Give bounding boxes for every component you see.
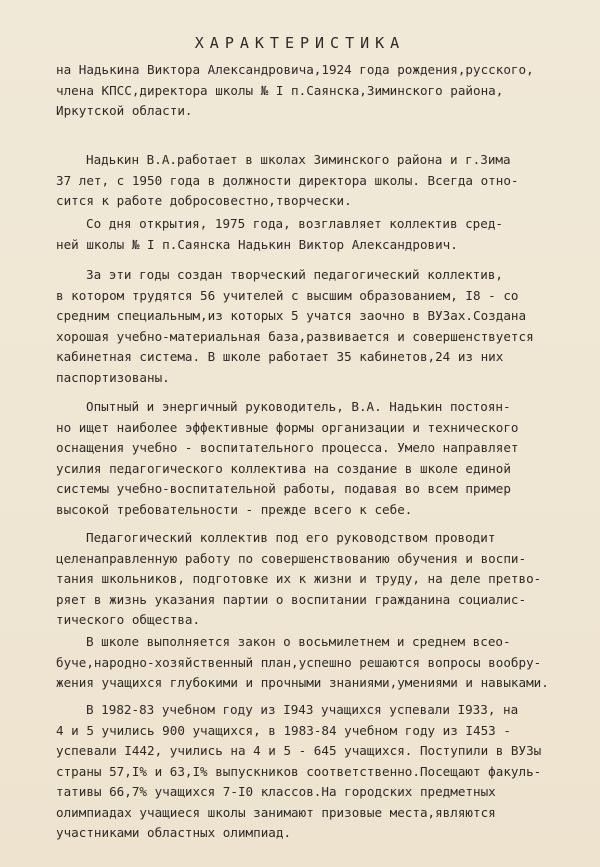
text-line: тативы 66,7% учащихся 7-I0 классов.На городских предметных: [56, 784, 496, 799]
header-line: Иркутской области.: [56, 103, 193, 118]
text-line: хорошая учебно-материальная база,развивается и совершенствуется: [56, 328, 534, 344]
paragraph-5: [56, 528, 586, 631]
text-line: В школе выполняется закон о восьмилетнем и среднем всео-: [86, 634, 511, 649]
paragraph-4: [56, 397, 586, 520]
text-line: ней школы № I п.Саянска Надькин Виктор Александрович.: [56, 236, 458, 252]
text-line: высокой требовательности - прежде всего к себе.: [56, 501, 413, 517]
text-line: успевали I442, учились на 4 и 5 - 645 учащихся. Поступили в ВУЗы: [56, 743, 542, 758]
paragraph-7: [56, 700, 586, 844]
text-line: Педагогический коллектив под его руководством проводит: [86, 530, 496, 545]
text-line: буче,народно-хозяйственный план,успешно решаются вопросы вообру-: [56, 654, 542, 670]
text-line: усилия педагогического коллектива на создание в школе единой: [56, 460, 511, 476]
text-line: средним специальным,из которых 5 учатся заочно в ВУЗах.Создана: [56, 308, 527, 323]
text-line: сится к работе добросовестно,творчески.: [56, 193, 352, 208]
text-line: олимпиадах учащиеся школы занимают призовые места,являются: [56, 804, 496, 820]
text-line: 4 и 5 учились 900 учащихся, в 1983-84 учебном году из I453 -: [56, 722, 511, 738]
document-title: ХАРАКТЕРИСТИКА: [194, 34, 406, 52]
text-line: За эти годы создан творческий педагогический коллектив,: [86, 267, 504, 282]
text-line: оснащения учебно - воспитательного процесса. Умело направляет: [56, 440, 519, 455]
text-line: системы учебно-воспитательной работы, подавая во всем пример: [56, 481, 511, 496]
paragraph-1: [56, 150, 586, 212]
text-line: ряет в жизнь указания партии о воспитании гражданина социалис-: [56, 591, 527, 607]
text-line: жения учащихся глубокими и прочными знаниями,умениями и навыками.: [56, 675, 549, 690]
text-line: В 1982-83 учебном году из I943 учащихся успевали I933, на: [86, 702, 519, 717]
text-line: Надькин В.А.работает в школах Зиминского района и г.Зима: [86, 152, 511, 167]
paragraph-3: [56, 265, 586, 388]
text-line: в котором трудятся 56 учителей с высшим образованием, I8 - со: [56, 287, 519, 303]
text-line: 37 лет, с 1950 года в должности директора школы. Всегда отно-: [56, 172, 519, 188]
text-line: Со дня открытия, 1975 года, возглавляет коллектив сред-: [86, 216, 504, 231]
header-line: члена КПСС,директора школы № I п.Саянска,Зиминского района,: [56, 82, 504, 98]
header-line: на Надькина Виктора Александровича,1924 года рождения,русского,: [56, 62, 534, 77]
text-line: страны 57,I% и 63,I% выпускников соответственно.Посещают факуль-: [56, 763, 542, 779]
paragraph-6: [56, 632, 586, 694]
text-line: тания школьников, подготовке их к жизни и труду, на деле претво-: [56, 571, 542, 586]
paragraph-2: [56, 214, 586, 255]
text-line: тического общества.: [56, 612, 201, 627]
header-block: [56, 60, 586, 122]
text-line: паспортизованы.: [56, 369, 170, 385]
text-line: но ищет наиболее эффективные формы организации и технического: [56, 419, 519, 435]
text-line: участниками областных олимпиад.: [56, 825, 292, 840]
text-line: кабинетная система. В школе работает 35 кабинетов,24 из них: [56, 349, 504, 364]
text-line: Опытный и энергичный руководитель, В.А. Надькин постоян-: [86, 399, 511, 414]
text-line: целенаправленную работу по совершенствованию обучения и воспи-: [56, 550, 527, 566]
